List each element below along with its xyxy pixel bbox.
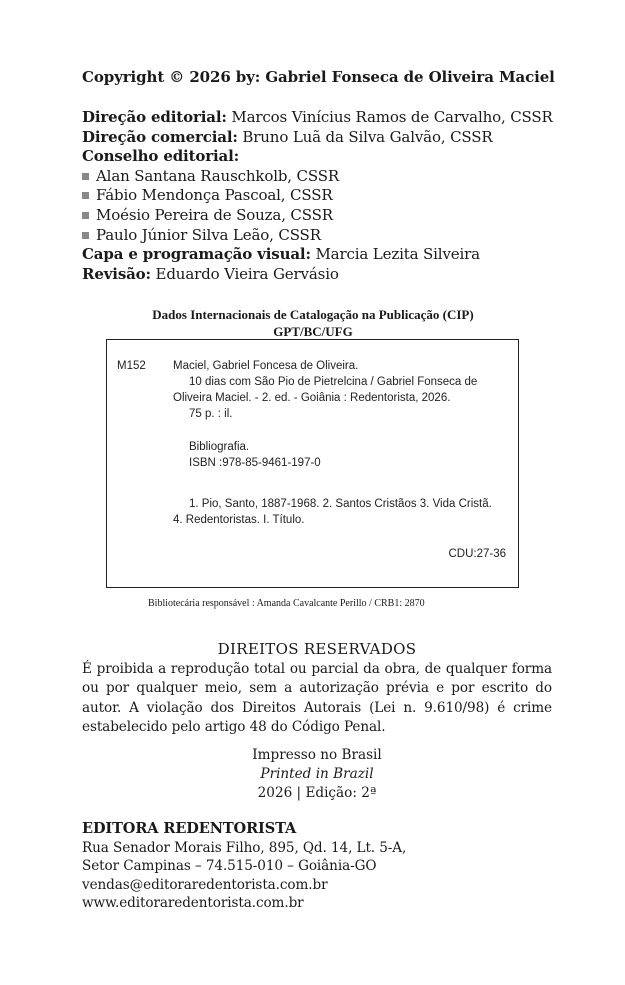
publisher-address-2: Setor Campinas – 74.515-010 – Goiânia-GO: [82, 858, 377, 875]
square-bullet-icon: [82, 232, 89, 239]
commercial-director-row: [82, 128, 562, 148]
cip-card: [106, 339, 519, 588]
commercial-director-label: Direção comercial:: [82, 127, 238, 146]
publisher-block: [82, 820, 406, 913]
board-member-name: Paulo Júnior Silva Leão, CSSR: [96, 225, 321, 244]
editorial-board-label: Conselho editorial:: [82, 147, 240, 166]
call-number: M152: [117, 360, 146, 372]
cip-title-a: 10 dias com São Pio de Pietrelcina / Gabriel Fonseca de: [189, 376, 478, 388]
revision-label: Revisão:: [82, 264, 151, 283]
cip-title-line1: Dados Internacionais de Catalogação na Publicação (CIP): [152, 307, 474, 322]
printed-pt: Impresso no Brasil: [252, 747, 382, 763]
cip-author: Maciel, Gabriel Foncesa de Oliveira.: [173, 360, 359, 372]
rights-text: É proibida a reprodução total ou parcial da obra, de qualquer forma ou por qualquer meio, sem a autorização prévia e por escrito do autor. A violação dos Direitos Autorais (Lei n. 9.610/98) é crime estabelecido pelo artigo 48 do Código Penal.: [82, 661, 552, 736]
cover-name: Marcia Lezita Silveira: [310, 245, 480, 264]
cip-isbn: ISBN :978-85-9461-197-0: [189, 457, 321, 469]
square-bullet-icon: [82, 192, 89, 199]
cip-subjects-2: 4. Redentoristas. I. Título.: [173, 514, 305, 526]
square-bullet-icon: [82, 212, 89, 219]
rights-title: DIREITOS RESERVADOS: [217, 640, 417, 658]
board-member: [82, 206, 562, 226]
board-member: [82, 186, 562, 206]
printed-block: [82, 746, 552, 803]
cip-subjects-1: 1. Pio, Santo, 1887-1968. 2. Santos Cristãos 3. Vida Cristã.: [189, 498, 492, 510]
editorial-director-row: [82, 108, 562, 128]
board-member-name: Fábio Mendonça Pascoal, CSSR: [96, 186, 333, 205]
board-member: [82, 167, 562, 187]
editorial-director-name: Marcos Vinícius Ramos de Carvalho, CSSR: [226, 108, 553, 126]
square-bullet-icon: [82, 173, 89, 180]
cip-cdu: CDU:27-36: [448, 548, 506, 560]
commercial-director-name: Bruno Luã da Silva Galvão, CSSR: [237, 127, 493, 146]
cover-label: Capa e programação visual:: [82, 245, 311, 264]
credits-block: [82, 108, 562, 284]
cip-heading: [56, 306, 570, 340]
cip-bibliography: Bibliografia.: [189, 441, 250, 453]
cip-pages: 75 p. : il.: [189, 408, 233, 420]
board-member: [82, 226, 562, 246]
revision-name: Eduardo Vieira Gervásio: [150, 264, 339, 283]
printed-en: Printed in Brazil: [260, 766, 374, 782]
copyright-line: Copyright © 2026 by: Gabriel Fonseca de Oliveira Maciel: [82, 68, 555, 86]
cip-title-b: Oliveira Maciel. - 2. ed. - Goiânia : Redentorista, 2026.: [173, 392, 451, 404]
cip-title-line2: GPT/BC/UFG: [273, 324, 353, 339]
edition: 2026 | Edição: 2ª: [257, 785, 377, 801]
board-member-name: Alan Santana Rauschkolb, CSSR: [96, 166, 339, 185]
board-member-name: Moésio Pereira de Souza, CSSR: [96, 205, 333, 224]
cover-row: [82, 245, 562, 265]
librarian-credit: Bibliotecária responsável : Amanda Cavalcante Perillo / CRB1: 2870: [148, 598, 425, 609]
editorial-director-label: Direção editorial:: [82, 108, 227, 126]
publisher-name: EDITORA REDENTORISTA: [82, 820, 297, 837]
publisher-address-1: Rua Senador Morais Filho, 895, Qd. 14, Lt. 5-A,: [82, 839, 407, 856]
publisher-website[interactable]: www.editoraredentorista.com.br: [82, 895, 304, 912]
publisher-email[interactable]: vendas@editoraredentorista.com.br: [82, 876, 328, 893]
revision-row: [82, 265, 562, 285]
